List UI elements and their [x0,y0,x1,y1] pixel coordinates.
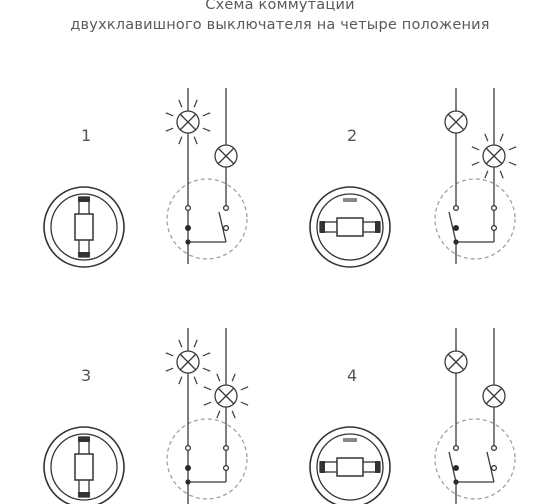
junction-dot [185,479,190,484]
switch-boundary [167,179,247,259]
contact-bottom [492,226,497,231]
lamp-left [445,111,467,133]
contact-top [224,446,229,451]
schematic-1 [166,88,247,264]
junction-dot [186,226,191,231]
schematic-2 [435,88,516,264]
junction-dot [454,466,459,471]
diagram-subtitle: двухклавишного выключателя на четыре положения [70,17,490,33]
contact-bottom [224,466,229,471]
switch-face-1 [44,187,124,267]
switch-key-left [186,206,191,242]
lever-cap-bottom [78,492,90,497]
position-number-1: 1 [81,126,92,145]
position-number-4: 4 [347,366,358,385]
switch-boundary [435,179,515,259]
lever-cap-top [78,437,90,442]
lever-cap-bottom [78,252,90,257]
switch-hub [337,458,363,476]
position-number-3: 3 [81,366,92,385]
switch-boundary [167,419,247,499]
switch-face-4 [310,427,390,504]
switch-hub [75,454,93,480]
diagram-title: Схема коммутации [205,0,355,13]
lever-cap-top [78,197,90,202]
lamp-right [215,145,237,167]
switch-boundary [435,419,515,499]
position-number-2: 2 [347,126,358,145]
switch-key-right [224,446,229,482]
junction-dot [186,466,191,471]
lamp-right [483,385,505,407]
contact-top [492,446,497,451]
switch-hub [75,214,93,240]
switch-key-right [492,206,497,242]
brand-mark [343,438,357,442]
lever-cap-left [320,461,325,473]
contact-top [186,446,191,451]
switch-key-right [219,206,228,242]
junction-dot [453,239,458,244]
contact-top [454,206,459,211]
lever-cap-left [320,221,325,233]
contact-bottom [492,466,497,471]
schematic-4 [435,328,515,504]
switch-face-2 [310,187,390,267]
switch-face-3 [44,427,124,504]
contact-bottom [224,226,229,231]
brand-mark [343,198,357,202]
switch-key-left [186,446,191,482]
junction-dot [454,226,459,231]
contact-top [224,206,229,211]
junction-dot [185,239,190,244]
junction-dot [453,479,458,484]
switch-hub [337,218,363,236]
lamp-left [445,351,467,373]
switch-key-left [449,446,458,482]
lever-cap-right [375,221,380,233]
switch-key-left [449,206,458,242]
switch-key-right [487,446,496,482]
contact-top [492,206,497,211]
schematic-3 [166,328,248,504]
contact-top [186,206,191,211]
contact-top [454,446,459,451]
lever-cap-right [375,461,380,473]
